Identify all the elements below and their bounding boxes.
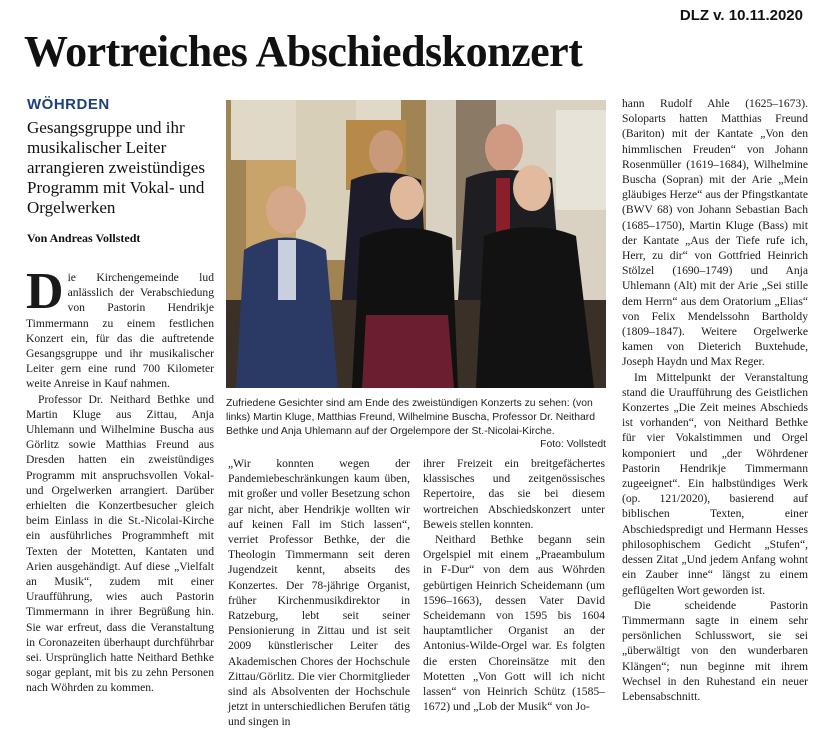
paragraph: Die scheidende Pastorin Timmermann sagte in einem sehr persönlichen Schlusswort, sie sei „überwältigt von den wunderbaren Klängen“; nun beginne mit ihrem Wechsel in den Ruhestand ein neuer Lebensabschnitt.	[622, 598, 808, 703]
article-column-1	[26, 263, 214, 696]
paragraph: „Wir konnten wegen der Pandemiebeschränkungen kaum üben, mit großer und voller Besetzung schon gar nicht, aber Hendrikje wollten wir auf keinen Fall im Stich lassen“, verriet Professor Bethke, der die Theologin Timmermann seit deren Jugendzeit kennt, abseits des Konzertes. Der 78-jährige Organist, früher Kirchenmusikdirektor in Ratzeburg, lebt seit seiner Pensionierung in Zittau und ist seit 2009 künstlerischer Leiter des Akademischen Chores der Hochschule Zittau/Görlitz. Die vier Chormitglieder sind als Absolventen der Hochschule jetzt in unterschiedlichen Berufen tätig und singen in	[228, 457, 410, 729]
photo-caption	[226, 397, 606, 452]
concert-photo	[226, 100, 606, 388]
source-label: DLZ v. 10.11.2020	[679, 7, 803, 24]
paragraph: Die Kirchengemeinde lud anlässlich der Verabschiedung von Pastorin Hendrikje Timmermann zu einem festlichen Konzert ein, für das die auftretende Gesangsgruppe und ihr musikalischer Leiter gern eine rund 700 Kilometer weite Anreise in Kauf nahmen.	[26, 263, 214, 391]
paragraph: ihrer Freizeit ein breitgefächertes klassisches und zeitgenössisches Repertoire, das sie bei diesem wortreichen Abschiedskonzert unter Beweis stellen konnten.	[423, 457, 605, 531]
headline: Wortreiches Abschiedskonzert	[24, 27, 583, 76]
group-photo-illustration	[226, 100, 606, 388]
subtitle: Gesangsgruppe und ihr musikalischer Leiter arrangieren zweistündiges Programm mit Vokal- und Orgelwerken	[27, 118, 205, 217]
paragraph: Neithard Bethke begann sein Orgelspiel mit einem „Praeambulum in F-Dur“ von dem aus Wöhrden gebürtigen Heinrich Scheidemann (um 1596–1663), dessen Vater David Scheidemann von 1595 bis 1604 hauptamtlicher Organist an der Antonius-Wilde-Orgel war. Es folgten die ersten Choreinsätze mit den Motetten „Von Gott will ich nicht lassen“ von Heinrich Schütz (1585–1672) und „Lob der Musik“ von Jo-	[423, 533, 605, 714]
paragraph: Professor Dr. Neithard Bethke und Martin Kluge aus Zittau, Anja Uhlemann und Wilhelmine Buscha aus Görlitz sowie Matthias Freund aus Dresden hatten ein zweistündiges Programm mit anspruchsvollen Vokal- und Orgelwerken arrangiert. Darüber erhielten die Konzertbesucher gleich beim Einlass in die St.-Nicolai-Kirche ein ausführliches Programmheft mit Texten der Motetten, Kantaten und Arien ausgehändigt. Auf diese „Vielfalt an Musik“, zudem mit einer Uraufführung, wies auch Pastorin Timmermann in ihrer Begrüßung hin. Sie war erfreut, dass die Veranstaltung in Coronazeiten überhaupt durchführbar sei. Ursprünglich hatte Neithard Bethke sogar geplant, mit bis zu zehn Personen nach Wöhrden zu kommen.	[26, 392, 214, 695]
article-column-3	[423, 456, 605, 714]
caption-text: Zufriedene Gesichter sind am Ende des zweistündigen Konzerts zu sehen: (von links) Martin Kluge, Matthias Freund, Wilhelmine Buscha, Professor Dr. Neithard Bethke und Anja Uhlemann auf der Orgelempore der St.-Nicolai-Kirche.	[226, 398, 596, 437]
article-column-4	[622, 96, 808, 704]
article-column-2	[228, 456, 410, 730]
kicker: WÖHRDEN	[27, 96, 110, 113]
photo-credit: Foto: Vollstedt	[540, 439, 606, 451]
drop-cap: D	[26, 263, 64, 320]
paragraph: Im Mittelpunkt der Veranstaltung stand die Uraufführung des Geistlichen Konzertes „Die Zeit meines Abschieds ist vorhanden“, von Neithard Bethke für vier Vokalstimmen und Orgel komponiert und „der Wöhrdener Pastorin Hendrikje Timmermann zugeeignet“. Ein halbstündiges Werk (op. 121/2020), basierend auf biblischen Texten, einer Abschiedspredigt und Hermann Hesses philosophischem Gedicht „Stufen“, dessen Zitat „Und jedem Anfang wohnt ein Zauber inne“ längst zu einem geflügelten Wort geworden ist.	[622, 370, 808, 597]
paragraph: hann Rudolf Ahle (1625–1673). Soloparts hatten Matthias Freund (Bariton) mit der Kantate „Von den himmlischen Freuden“ von Johann Rosenmüller (1619–1684), Wilhelmine Buscha (Sopran) mit der Arie „Mein gläubiges Herze“ aus der Pfingstkantate (BWV 68) von Johann Sebastian Bach (1685–1750), Martin Kluge (Bass) mit der Kantate „Aus der Tiefe rufe ich, Herr, zu dir“ von Gottfried Heinrich Stölzel (1690–1749) und Anja Uhlemann (Alt) mit der Arie „Sei stille dem Herrn“ aus dem Oratorium „Elias“ von Felix Mendelssohn Bartholdy (1809–1847). Weitere Orgelwerke kamen von Dieterich Buxtehude, Joseph Haydn und Max Reger.	[622, 97, 808, 369]
byline: Von Andreas Vollstedt	[27, 231, 141, 245]
